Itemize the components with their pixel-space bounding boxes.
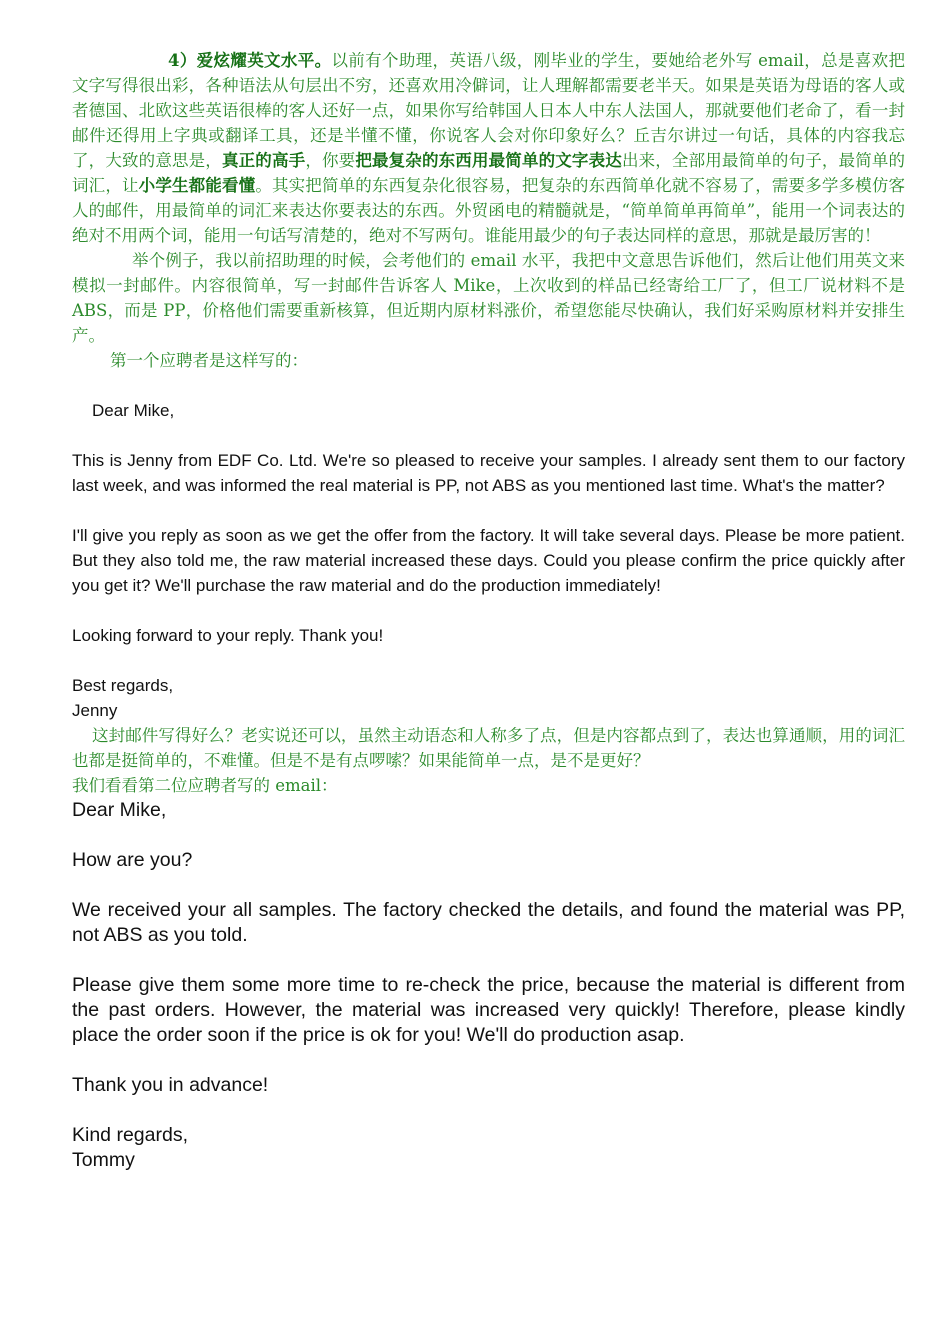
intro-text: 以前有个助理，英语八级，刚毕业的学生，要她给老外写 email，总是喜欢把文字写得很出彩，各种语法从句层出不穷，还喜欢用冷僻词，让人理解都需要老半天。如果是英语为母语的客人或者德国、北欧这些英语很棒的客人还好一点，如果你写给韩国人日本人中东人法国人，那就要他们老命了，看一封邮件还得用上字典或翻译工具，还是半懂不懂，你说客人会对你印象好么？丘吉尔讲过一句话，具体的内容我忘了，大致的意思是， xyxy=(72,51,906,170)
example-paragraph: 举个例子，我以前招助理的时候，会考他们的 email 水平，我把中文意思告诉他们，然后让他们用英文来模拟一封邮件。内容很简单，写一封邮件告诉客人 Mike，上次收到的样品已经寄给工厂了，但工厂说材料不是 ABS，而是 PP，价格他们需要重新核算，但近期内原材料涨价，希望您能尽快确认，我们好采购原材料并安排生产。 xyxy=(72,251,905,345)
email2-paragraph: We received your all samples. The factory checked the details, and found the material was PP, not ABS as you told. xyxy=(72,899,905,946)
intro-bold: 真正的高手 xyxy=(221,151,306,170)
intro-text: ，你要 xyxy=(305,151,356,170)
email1-paragraph: This is Jenny from EDF Co. Ltd. We're so pleased to receive your samples. I already sent them to our factory last week, and was informed the real material is PP, not ABS as you mentioned last time. What's the matter? xyxy=(72,451,905,495)
email2-paragraph: How are you? xyxy=(72,849,193,871)
document-page xyxy=(72,48,905,1173)
email1-greeting: Dear Mike, xyxy=(92,401,175,420)
first-applicant-intro: 第一个应聘者是这样写的： xyxy=(110,351,308,370)
section-heading: 4）爱炫耀英文水平。 xyxy=(168,51,332,70)
email2-paragraph: Please give them some more time to re-check the price, because the material is different from the past orders. However, the material was increased very quickly! Therefore, please kindly place the order soon if the price is ok for you! We'll do production asap. xyxy=(72,974,905,1046)
intro-text: 出来，全部用最简单的句子，最简单的词汇，让 xyxy=(72,151,906,195)
intro-paragraph xyxy=(72,48,905,248)
intro-bold: 把最复杂的东西用最简单的文字表达 xyxy=(355,151,622,170)
email2-closing: Kind regards, xyxy=(72,1124,188,1146)
email1-closing: Best regards, xyxy=(72,676,174,695)
second-applicant-intro: 我们看看第二位应聘者写的 email： xyxy=(72,776,338,795)
comment-paragraph: 这封邮件写得好么？老实说还可以，虽然主动语态和人称多了点，但是内容都点到了，表达也算通顺，用的词汇也都是挺简单的，不难懂。但是不是有点啰嗦？如果能简单一点，是不是更好？ xyxy=(72,726,905,770)
email1-signature: Jenny xyxy=(72,701,118,720)
email1-paragraph: Looking forward to your reply. Thank you! xyxy=(72,626,384,645)
email2-greeting: Dear Mike, xyxy=(72,799,167,821)
email2-signature: Tommy xyxy=(72,1149,135,1171)
email1-paragraph: I'll give you reply as soon as we get the offer from the factory. It will take several days. Please be more patient. But they also told me, the raw material increased these days. Could you please confirm the price quickly after you get it? We'll purchase the raw material and do the production immediately! xyxy=(72,526,905,595)
intro-bold: 小学生都能看懂 xyxy=(138,176,256,195)
intro-text: 。其实把简单的东西复杂化很容易，把复杂的东西简单化就不容易了，需要多学多模仿客人的邮件，用最简单的词汇来表达你要表达的东西。外贸函电的精髓就是，“简单简单再简单”，能用一个词表达的绝对不用两个词，能用一句话写清楚的，绝对不写两句。谁能用最少的句子表达同样的意思，那就是最厉害的！ xyxy=(72,176,906,245)
email2-paragraph: Thank you in advance! xyxy=(72,1074,269,1096)
